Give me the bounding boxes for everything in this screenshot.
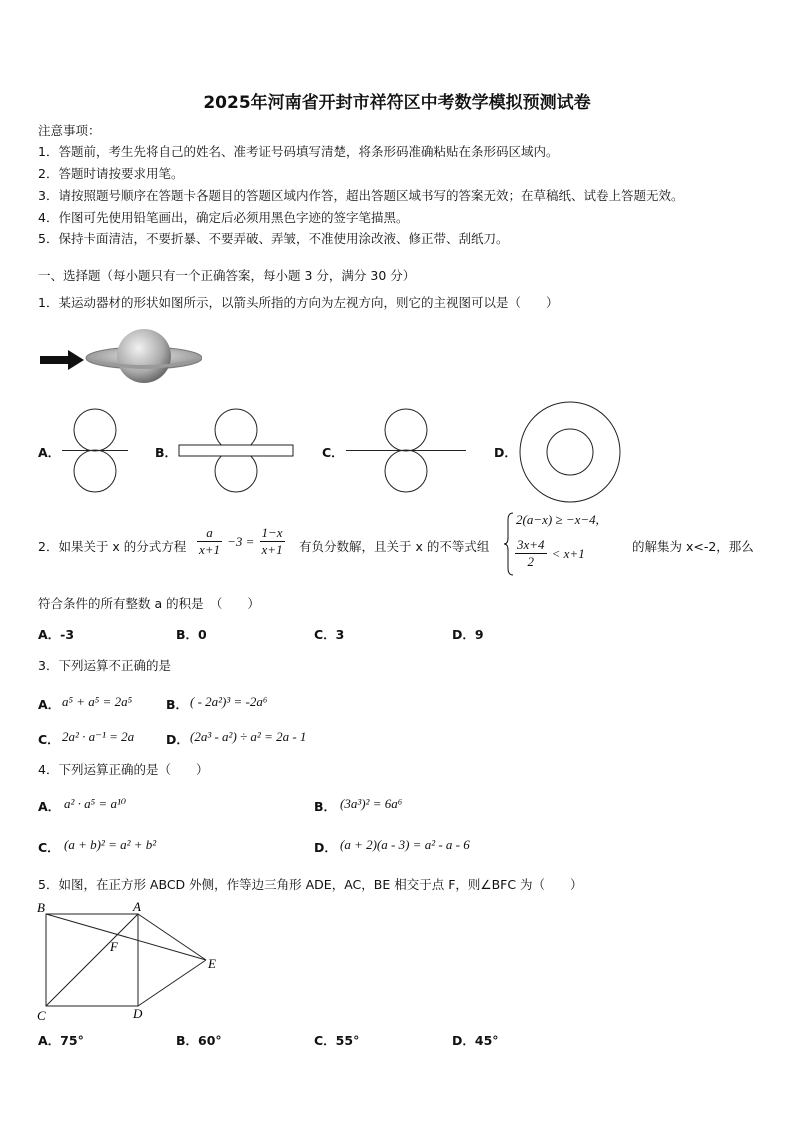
q3-option-a-label: A． — [38, 697, 61, 712]
ball-shape — [117, 329, 171, 383]
label-f: F — [110, 939, 118, 954]
notice-heading: 注意事项： — [38, 123, 101, 138]
q2-line2: 符合条件的所有整数 a 的积是 （ ） — [38, 596, 260, 611]
q4-option-b: (3a³)² = 6a⁶ — [340, 796, 403, 811]
q2-frac-right: $\frac{1-x}{x+1}$ — [261, 525, 283, 557]
q1-option-d-figure — [518, 400, 622, 504]
q1-option-a-label: A． — [38, 445, 61, 460]
q1-option-c-figure — [344, 408, 468, 494]
label-a: A — [133, 899, 141, 914]
line-ac — [46, 914, 138, 1006]
q3-option-c-label: C． — [38, 732, 60, 747]
q2-option-c: C．3 — [314, 627, 345, 642]
q2-frac-left: $\frac{a}{x+1}$ — [199, 525, 221, 557]
q1-option-b-label: B． — [155, 445, 178, 460]
q4-option-d-label: D． — [314, 840, 337, 855]
q3-option-b-label: B． — [166, 697, 189, 712]
q1-stem: 1．某运动器材的形状如图所示，以箭头所指的方向为左视方向，则它的主视图可以是（ ） — [38, 295, 559, 310]
q3-stem: 3．下列运算不正确的是 — [38, 658, 171, 673]
q5-stem: 5．如图，在正方形 ABCD 外侧，作等边三角形 ADE，AC，BE 相交于点 F，则∠BFC 为（ ） — [38, 877, 583, 892]
q1-option-c-label: C． — [322, 445, 344, 460]
section-heading: 一、选择题（每小题只有一个正确答案，每小题 3 分，满分 30 分） — [38, 268, 416, 283]
notice-item: 4．作图可先使用铅笔画出，确定后必须用黑色字迹的签字笔描黑。 — [38, 210, 409, 225]
q4-option-a: a² · a⁵ = a¹⁰ — [64, 796, 127, 811]
q4-option-b-label: B． — [314, 799, 337, 814]
notice-item: 3．请按照题号顺序在答题卡各题目的答题区域内作答，超出答题区域书写的答案无效；在草稿纸、试卷上答题无效。 — [38, 188, 684, 203]
label-b: B — [37, 900, 45, 915]
q5-option-a: A．75° — [38, 1033, 84, 1048]
line-de — [138, 960, 206, 1006]
q5-geometry-figure — [34, 898, 224, 1022]
label-d: D — [133, 1006, 143, 1021]
q1-option-b-figure — [176, 408, 296, 494]
q2-brace — [504, 512, 514, 576]
q3-option-b: ( - 2a²)³ = -2a⁶ — [190, 694, 268, 709]
notice-item: 2．答题时请按要求用笔。 — [38, 166, 184, 181]
arrow-icon — [40, 356, 70, 364]
q5-option-c: C．55° — [314, 1033, 360, 1048]
q4-option-a-label: A． — [38, 799, 61, 814]
q2-equation — [197, 525, 285, 558]
q3-option-d: (2a³ - a²) ÷ a² = 2a - 1 — [190, 729, 307, 744]
q2-minus-three: −3 = — [227, 534, 255, 549]
q1-equipment-figure — [38, 318, 202, 398]
q3-option-c: 2a² · a⁻¹ = 2a — [62, 729, 135, 744]
q4-option-c: (a + b)² = a² + b² — [64, 837, 157, 852]
label-e: E — [208, 956, 216, 971]
notice-item: 5．保持卡面清洁，不要折暴、不要弄破、弄皱，不准使用涂改液、修正带、刮纸刀。 — [38, 231, 509, 246]
q2-mid: 有负分数解，且关于 x 的不等式组 — [299, 539, 490, 554]
q2-option-d: D．9 — [452, 627, 484, 642]
q2-suffix: 的解集为 x<-2，那么 — [632, 539, 754, 554]
q1-option-a-figure — [60, 408, 130, 494]
notice-item: 1．答题前，考生先将自己的姓名、准考证号码填写清楚，将条形码准确粘贴在条形码区域内。 — [38, 144, 559, 159]
q2-inequality-2: $\frac{3x+4}{2}$ < x+1 — [517, 537, 585, 569]
q2-inequality-1: 2(a−x) ≥ −x−4, — [516, 512, 599, 527]
q2-prefix: 2．如果关于 x 的分式方程 — [38, 539, 187, 554]
page-title: 2025年河南省开封市祥符区中考数学模拟预测试卷 — [203, 93, 591, 113]
label-c: C — [37, 1008, 46, 1022]
q2-option-b: B．0 — [176, 627, 207, 642]
q4-option-d: (a + 2)(a - 3) = a² - a - 6 — [340, 837, 470, 852]
q5-option-b: B．60° — [176, 1033, 222, 1048]
arrow-head-icon — [68, 350, 84, 370]
q4-stem: 4．下列运算正确的是（ ） — [38, 762, 209, 777]
q2-option-a: A．-3 — [38, 627, 75, 642]
q1-option-d-label: D． — [494, 445, 517, 460]
q3-option-a: a⁵ + a⁵ = 2a⁵ — [62, 694, 133, 709]
q4-option-c-label: C． — [38, 840, 60, 855]
line-ae — [138, 914, 206, 960]
line-be — [46, 914, 206, 960]
q3-option-d-label: D． — [166, 732, 189, 747]
q5-option-d: D．45° — [452, 1033, 499, 1048]
